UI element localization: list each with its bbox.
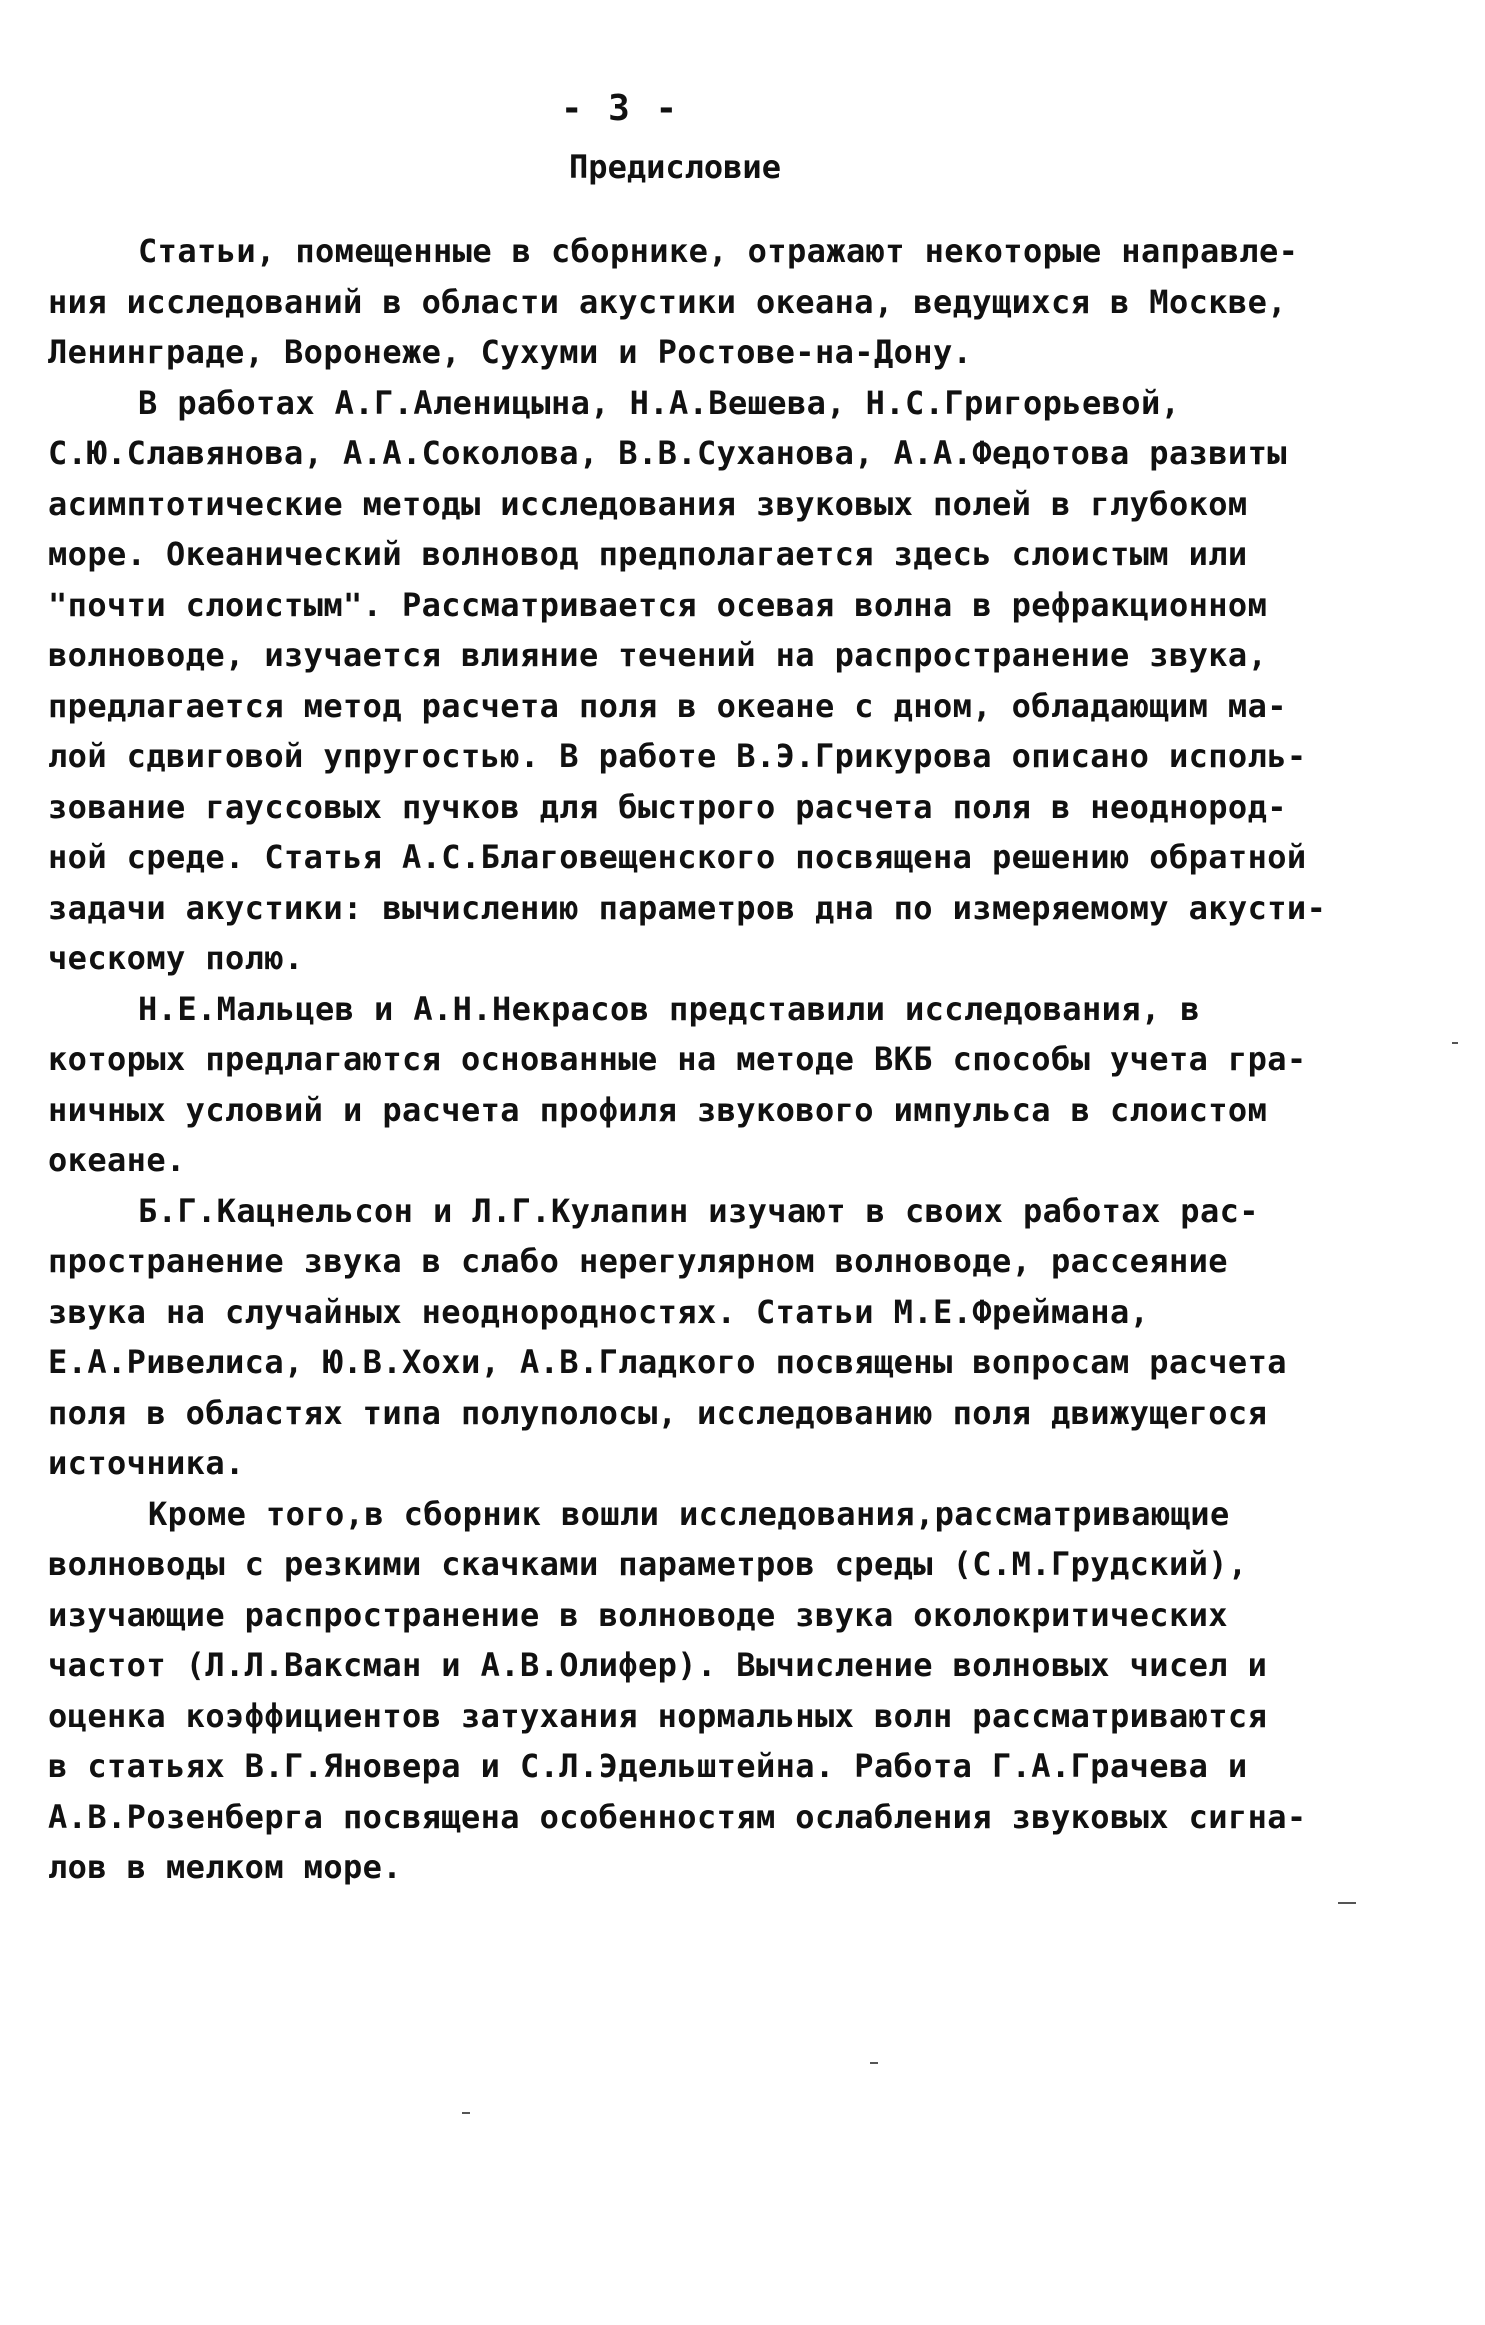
- preface-body: [48, 226, 1368, 1893]
- text-line: пространение звука в слабо нерегулярном волноводе, рассеяние: [48, 1242, 1228, 1280]
- text-line: задачи акустики: вычислению параметров дна по измеряемому акусти-: [48, 888, 1327, 927]
- page-number: - 3 -: [560, 88, 680, 129]
- text-line: волноводе, изучается влияние течений на распространение звука,: [48, 636, 1268, 674]
- scan-speck: [1452, 1042, 1458, 1044]
- text-line: которых предлагаются основанные на методе ВКБ способы учета гра-: [48, 1040, 1307, 1078]
- text-line: лов в мелком море.: [48, 1848, 402, 1886]
- text-line: А.В.Розенберга посвящена особенностям ослабления звуковых сигна-: [48, 1797, 1307, 1836]
- text-line: поля в областях типа полуполосы, исследованию поля движущегося: [48, 1393, 1268, 1432]
- text-line: оценка коэффициентов затухания нормальных волн рассматриваются: [48, 1696, 1268, 1735]
- page-heading: Предисловие: [569, 148, 781, 186]
- text-line: ной среде. Статья А.С.Благовещенского посвящена решению обратной: [48, 838, 1307, 876]
- text-line: Н.Е.Мальцев и А.Н.Некрасов представили исследования, в: [138, 989, 1200, 1028]
- text-line: ния исследований в области акустики океана, ведущихся в Москве,: [48, 282, 1287, 321]
- scan-speck: [870, 2062, 878, 2064]
- text-line: Статьи, помещенные в сборнике, отражают некоторые направле-: [138, 232, 1299, 270]
- text-line: "почти слоистым". Рассматривается осевая волна в рефракционном: [48, 585, 1268, 624]
- text-line: звука на случайных неоднородностях. Статьи М.Е.Фреймана,: [48, 1292, 1150, 1331]
- text-line: Ленинграде, Воронеже, Сухуми и Ростове-на-Дону.: [48, 333, 973, 371]
- scan-speck: [1338, 1902, 1356, 1904]
- text-line: в статьях В.Г.Яновера и С.Л.Эдельштейна. Работа Г.А.Грачева и: [48, 1747, 1248, 1785]
- text-line: изучающие распространение в волноводе звука околокритических: [48, 1595, 1228, 1634]
- text-line: Кроме того,в сборник вошли исследования,рассматривающие: [148, 1494, 1230, 1533]
- text-line: частот (Л.Л.Ваксман и А.В.Олифер). Вычисление волновых чисел и: [48, 1646, 1268, 1684]
- text-line: предлагается метод расчета поля в океане с дном, обладающим ма-: [48, 686, 1287, 725]
- text-line: Е.А.Ривелиса, Ю.В.Хохи, А.В.Гладкого посвящены вопросам расчета: [48, 1343, 1287, 1381]
- scan-speck: [462, 2112, 470, 2114]
- text-line: зование гауссовых пучков для быстрого расчета поля в неоднород-: [48, 787, 1287, 826]
- text-line: источника.: [48, 1444, 245, 1482]
- text-line: В работах А.Г.Аленицына, Н.А.Вешева, Н.С.Григорьевой,: [138, 383, 1181, 422]
- text-line: С.Ю.Славянова, А.А.Соколова, В.В.Суханова, А.А.Федотова развиты: [48, 434, 1287, 472]
- text-line: ничных условий и расчета профиля звукового импульса в слоистом: [48, 1090, 1268, 1129]
- text-line: асимптотические методы исследования звуковых полей в глубоком: [48, 484, 1248, 523]
- text-line: океане.: [48, 1141, 186, 1179]
- text-line: лой сдвиговой упругостью. В работе В.Э.Грикурова описано исполь-: [48, 737, 1307, 775]
- text-line: Б.Г.Кацнельсон и Л.Г.Кулапин изучают в своих работах рас-: [138, 1191, 1259, 1230]
- text-line: ческому полю.: [48, 939, 304, 977]
- text-line: море. Океанический волновод предполагается здесь слоистым или: [48, 535, 1248, 573]
- text-line: волноводы с резкими скачками параметров среды (С.М.Грудский),: [48, 1545, 1248, 1583]
